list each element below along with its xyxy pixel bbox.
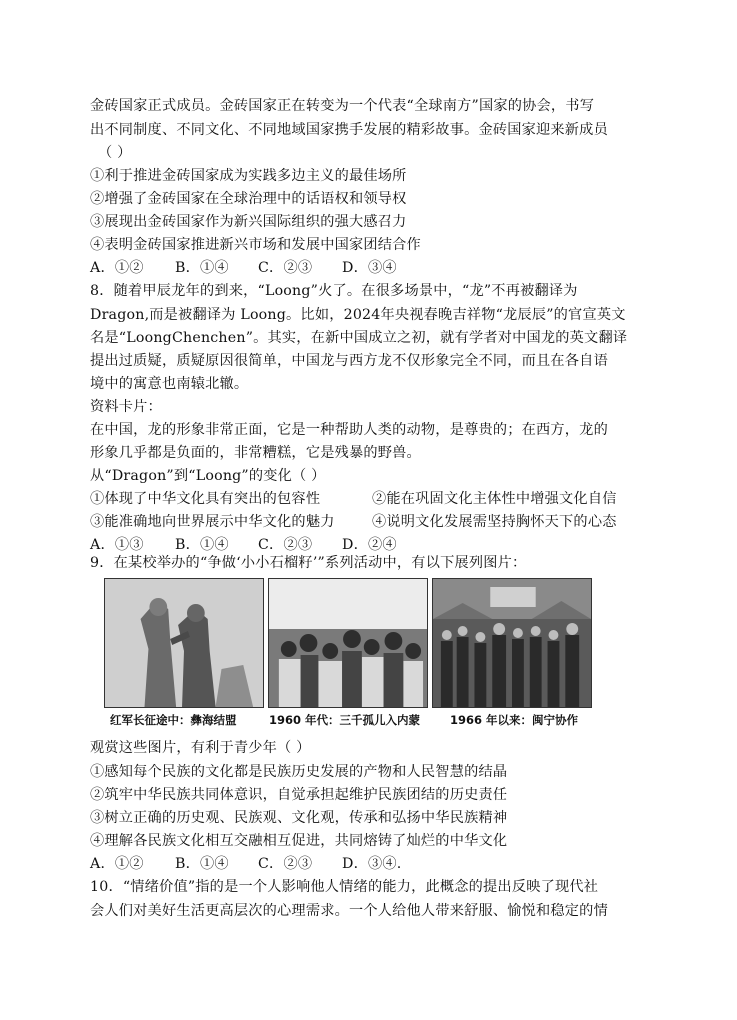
q9-stem-line-1: 9．在某校举办的“争做‘小小石榴籽’”系列活动中，有以下展列图片： [90, 555, 527, 571]
q7-statement-1: ①利于推进金砖国家成为实践多边主义的最佳场所 [90, 168, 407, 184]
q8-card-line-1: 在中国，龙的形象非常正面，它是一种帮助人类的动物，是尊贵的；在西方，龙的 [90, 422, 608, 438]
q7-stem-line-1: 金砖国家正式成员。金砖国家正在转变为一个代表“全球南方”国家的协会，书写 [90, 98, 595, 114]
q9-statement-1: ①感知每个民族的文化都是民族历史发展的产物和人民智慧的结晶 [90, 764, 508, 780]
q8-stem-line-2: Dragon,而是被翻译为 Loong。比如，2024年央视春晚吉祥物“龙辰辰”的官宣英文 [90, 307, 626, 323]
q7-statement-2: ②增强了金砖国家在全球治理中的话语权和领导权 [90, 191, 407, 207]
q8-statement-2: ②能在巩固文化主体性中增强文化自信 [372, 491, 617, 507]
q9-statement-3: ③树立正确的历史观、民族观、文化观，传承和弘扬中华民族精神 [90, 810, 508, 826]
q8-question: 从“Dragon”到“Loong”的变化（ ） [90, 468, 326, 484]
q7-statement-3: ③展现出金砖国家作为新兴国际组织的强大感召力 [90, 214, 407, 230]
photo-yihai-alliance [104, 578, 264, 708]
q9-statement-2: ②筑牢中华民族共同体意识，自觉承担起维护民族团结的历史责任 [90, 787, 508, 803]
q8-option-c: C．②③ [258, 537, 313, 553]
q9-option-d: D．③④. [342, 856, 402, 872]
q8-card-line-2: 形象几乎都是负面的，非常糟糕，它是残暴的野兽。 [90, 445, 421, 461]
q8-statement-4: ④说明文化发展需坚持胸怀天下的心态 [372, 514, 617, 530]
caption-photo-2: 1960 年代：三千孤儿入内蒙 [269, 713, 421, 727]
q9-option-c: C．②③ [258, 856, 313, 872]
q9-photo-strip [104, 578, 592, 708]
q8-option-b: B．①④ [175, 537, 229, 553]
q10-stem-line-2: 会人们对美好生活更高层次的心理需求。一个人给他人带来舒服、愉悦和稳定的情 [90, 903, 608, 919]
q8-card-title: 资料卡片： [90, 399, 162, 415]
q9-option-a: A．①② [90, 856, 144, 872]
q8-stem-line-5: 境中的寓意也南辕北辙。 [90, 376, 249, 392]
q8-option-d: D．②④ [342, 537, 397, 553]
q7-answer-blank: （ ） [98, 145, 132, 161]
q7-option-b: B．①④ [175, 260, 229, 276]
caption-photo-1: 红军长征途中：彝海结盟 [110, 713, 237, 727]
caption-photo-3: 1966 年以来：闽宁协作 [450, 713, 579, 727]
q8-option-a: A．①③ [90, 537, 144, 553]
photo-three-thousand-orphans [268, 578, 428, 708]
q7-statement-4: ④表明金砖国家推进新兴市场和发展中国家团结合作 [90, 237, 421, 253]
q9-photo-captions [104, 712, 592, 730]
q8-statement-1: ①体现了中华文化具有突出的包容性 [90, 491, 321, 507]
q7-option-a: A．①② [90, 260, 144, 276]
q9-question: 观赏这些图片，有利于青少年（ ） [90, 740, 311, 756]
q8-stem-line-4: 提出过质疑，质疑原因很简单，中国龙与西方龙不仅形象完全不同，而且在各自语 [90, 353, 608, 369]
q8-statement-3: ③能准确地向世界展示中华文化的魅力 [90, 514, 335, 530]
q9-statement-4: ④理解各民族文化相互交融相互促进，共同熔铸了灿烂的中华文化 [90, 833, 508, 849]
q7-stem-line-2: 出不同制度、不同文化、不同地域国家携手发展的精彩故事。金砖国家迎来新成员 [90, 122, 608, 138]
q7-option-d: D．③④ [342, 260, 397, 276]
q8-stem-line-1: 8．随着甲辰龙年的到来，“Loong”火了。在很多场景中，“龙”不再被翻译为 [90, 283, 578, 299]
q10-stem-line-1: 10．“情绪价值”指的是一个人影响他人情绪的能力，此概念的提出反映了现代社 [90, 879, 599, 895]
q7-option-c: C．②③ [258, 260, 313, 276]
q9-options [90, 854, 401, 874]
q9-option-b: B．①④ [175, 856, 229, 872]
q8-options [90, 535, 397, 555]
q7-options [90, 258, 397, 278]
photo-minning-cooperation [432, 578, 592, 708]
q8-stem-line-3: 名是“LoongChenchen”。其实，在新中国成立之初，就有学者对中国龙的英文翻译 [90, 330, 628, 346]
